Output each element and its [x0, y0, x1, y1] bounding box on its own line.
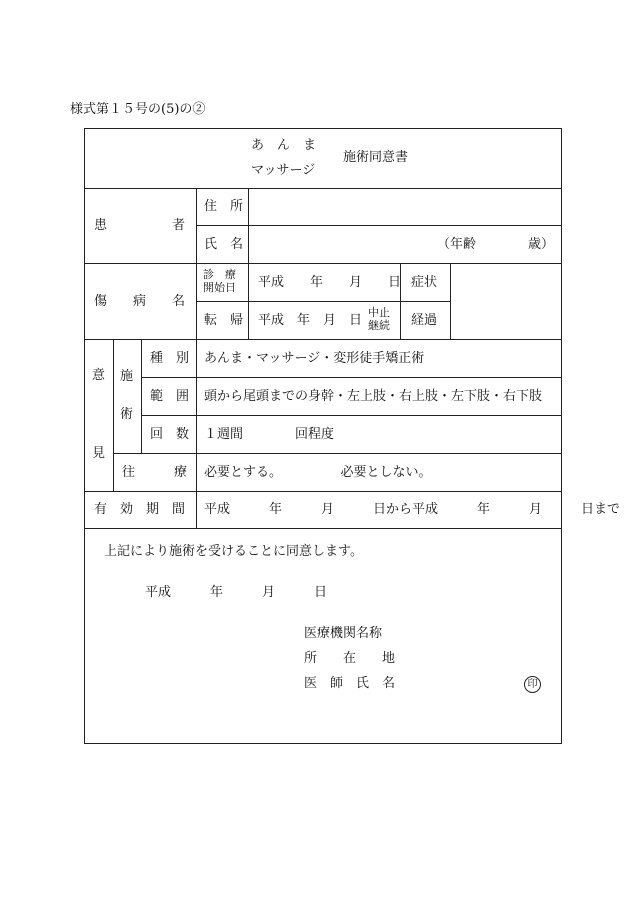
address-label: 住 所 — [204, 199, 244, 214]
visit-label: 往 療 — [122, 465, 188, 480]
count-label: 回 数 — [150, 427, 190, 442]
start-label-top: 診 療 — [203, 268, 236, 281]
location-label: 所 在 地 — [304, 651, 396, 666]
rule-below-illness — [84, 339, 562, 340]
start-date: 平成 年 月 日 — [258, 275, 402, 290]
age-text: （年齢 歳） — [437, 237, 555, 252]
outcome-kind-continue: 継続 — [368, 319, 390, 332]
seal-mark: 印 — [524, 676, 541, 693]
outcome-kind-stop: 中止 — [368, 306, 390, 319]
validity-value: 平成 年 月 日から平成 年 月 日まで — [204, 502, 621, 517]
opinion-label-bottom: 見 — [92, 446, 106, 461]
type-line-anma: あ ん ま — [251, 138, 317, 153]
count-value: １週間 回程度 — [204, 427, 335, 442]
rule-below-header — [84, 188, 562, 189]
validity-label: 有 効 期 間 — [94, 502, 186, 517]
consent-statement: 上記により施術を受けることに同意します。 — [104, 544, 363, 559]
rule-sublabel-column — [248, 188, 249, 339]
range-value: 頭から尾頭までの身幹・左上肢・右上肢・左下肢・右下肢 — [204, 389, 543, 404]
rule-opinion-column — [113, 339, 114, 491]
rule-treatment-column — [141, 339, 142, 453]
rule-label-column — [196, 188, 197, 528]
outcome-label: 転 帰 — [204, 313, 244, 328]
visit-value: 必要とする。 必要としない。 — [204, 465, 432, 480]
kind-value: あんま・マッサージ・変形徒手矯正術 — [204, 351, 425, 366]
treatment-label-top: 施 — [120, 369, 134, 384]
rule-below-patient — [84, 263, 562, 264]
institution-label: 医療機関名称 — [304, 626, 383, 641]
consent-date: 平成 年 月 日 — [145, 585, 328, 600]
form-title: 施術同意書 — [343, 150, 409, 165]
treatment-label-bottom: 術 — [120, 407, 134, 422]
rule-below-validity — [84, 528, 562, 529]
illness-label: 傷 病 名 — [94, 294, 186, 309]
rule-below-opinion — [84, 491, 562, 492]
rule-below-count — [113, 453, 562, 454]
kind-label: 種 別 — [150, 351, 190, 366]
rule-symptom-right — [450, 263, 451, 339]
rule-below-start — [196, 301, 450, 302]
range-label: 範 囲 — [150, 389, 190, 404]
symptom-label: 症状 — [411, 275, 438, 290]
start-label-bottom: 開始日 — [203, 281, 236, 294]
patient-label: 患 者 — [94, 218, 186, 233]
opinion-label-top: 意 — [92, 368, 106, 383]
progress-label: 経過 — [411, 313, 438, 328]
doctor-label: 医 師 氏 名 — [304, 676, 396, 691]
rule-below-address — [196, 225, 562, 226]
rule-below-kind — [141, 377, 562, 378]
type-line-massage: マッサージ — [251, 163, 316, 178]
rule-below-range — [141, 415, 562, 416]
name-label: 氏 名 — [204, 237, 244, 252]
form-number: 様式第１５号の(5)の② — [70, 102, 206, 117]
outcome-date: 平成 年 月 日 — [258, 313, 363, 328]
